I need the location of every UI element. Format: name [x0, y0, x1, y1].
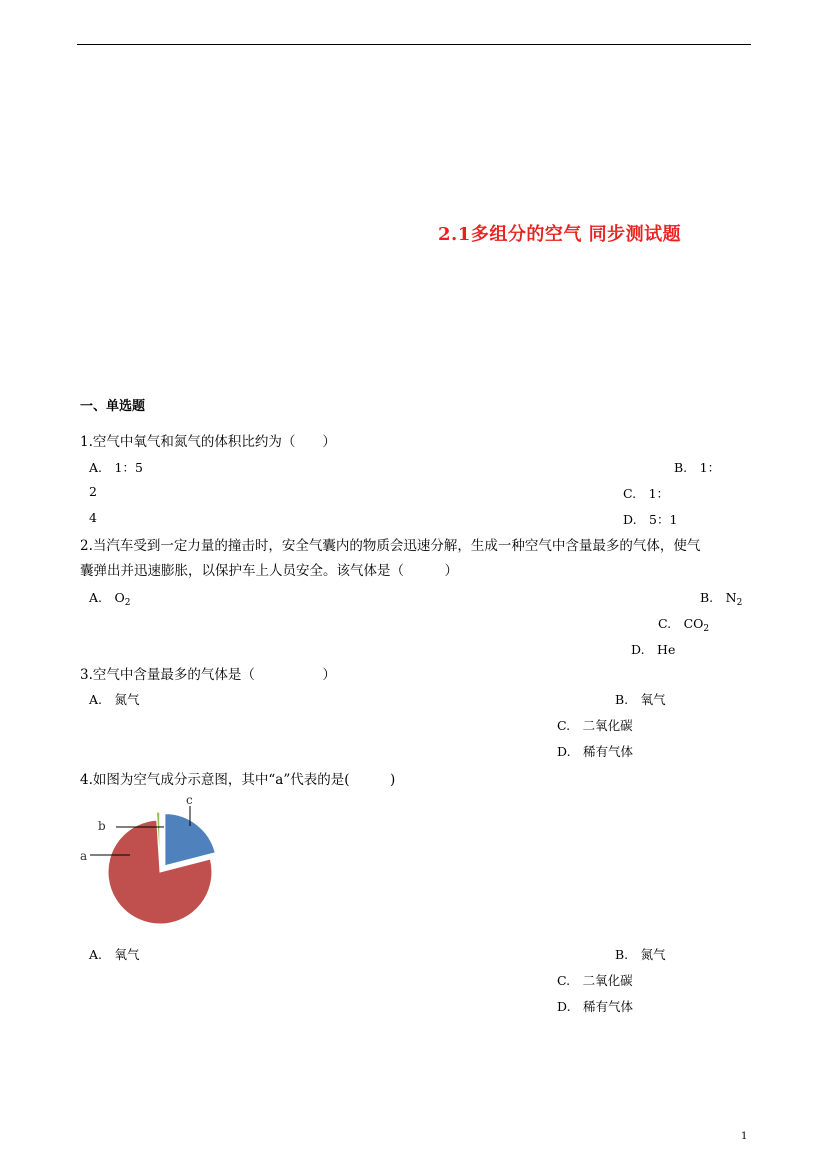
section-heading: 一、单选题	[80, 399, 146, 414]
page-title: 2.1多组分的空气 同步测试题	[438, 224, 682, 245]
question-4-stem: 4.如图为空气成分示意图，其中“a”代表的是( )	[80, 772, 396, 788]
page-number: 1	[741, 1131, 748, 1142]
air-composition-pie-chart	[76, 790, 236, 945]
question-4-option-a[interactable]: A. 氧气	[89, 947, 140, 962]
question-3-option-b[interactable]: B. 氧气	[615, 692, 666, 707]
question-1-option-a[interactable]: A. 1：5	[89, 460, 143, 475]
question-2-option-d[interactable]: D. He	[631, 642, 676, 657]
question-2-option-a[interactable]: A. $O_2$	[89, 590, 131, 608]
question-3-option-a[interactable]: A. 氮气	[89, 692, 140, 707]
question-1-option-d[interactable]: D. 5：1	[623, 512, 678, 527]
question-3-option-d[interactable]: D. 稀有气体	[557, 744, 634, 759]
question-2-stem-line1: 2.当汽车受到一定力量的撞击时，安全气囊内的物质会迅速分解，生成一种空气中含量最多的气体，使气	[80, 538, 701, 554]
question-4-option-b[interactable]: B. 氮气	[615, 947, 666, 962]
question-1-option-c-cont: 4	[89, 510, 97, 525]
pie-label-c: c	[186, 793, 193, 807]
pie-label-b: b	[98, 819, 106, 833]
question-1-option-b-cont: 2	[89, 484, 97, 499]
question-2-option-b[interactable]: B. $N_2$	[700, 590, 743, 608]
question-1-option-b[interactable]: B. 1：	[674, 460, 721, 475]
question-2-stem-line2: 囊弹出并迅速膨胀，以保护车上人员安全。该气体是（ ）	[80, 563, 458, 579]
pie-label-a: a	[80, 849, 88, 863]
question-3-option-c[interactable]: C. 二氧化碳	[557, 718, 633, 733]
question-1-stem: 1.空气中氧气和氮气的体积比约为（ ）	[80, 434, 336, 450]
question-1-option-c[interactable]: C. 1：	[623, 486, 670, 501]
question-2-option-c[interactable]: C. $CO_2$	[658, 616, 710, 634]
question-4-option-c[interactable]: C. 二氧化碳	[557, 973, 633, 988]
question-4-option-d[interactable]: D. 稀有气体	[557, 999, 634, 1014]
question-3-stem: 3.空气中含量最多的气体是（ ）	[80, 667, 336, 683]
header-rule	[77, 44, 751, 45]
